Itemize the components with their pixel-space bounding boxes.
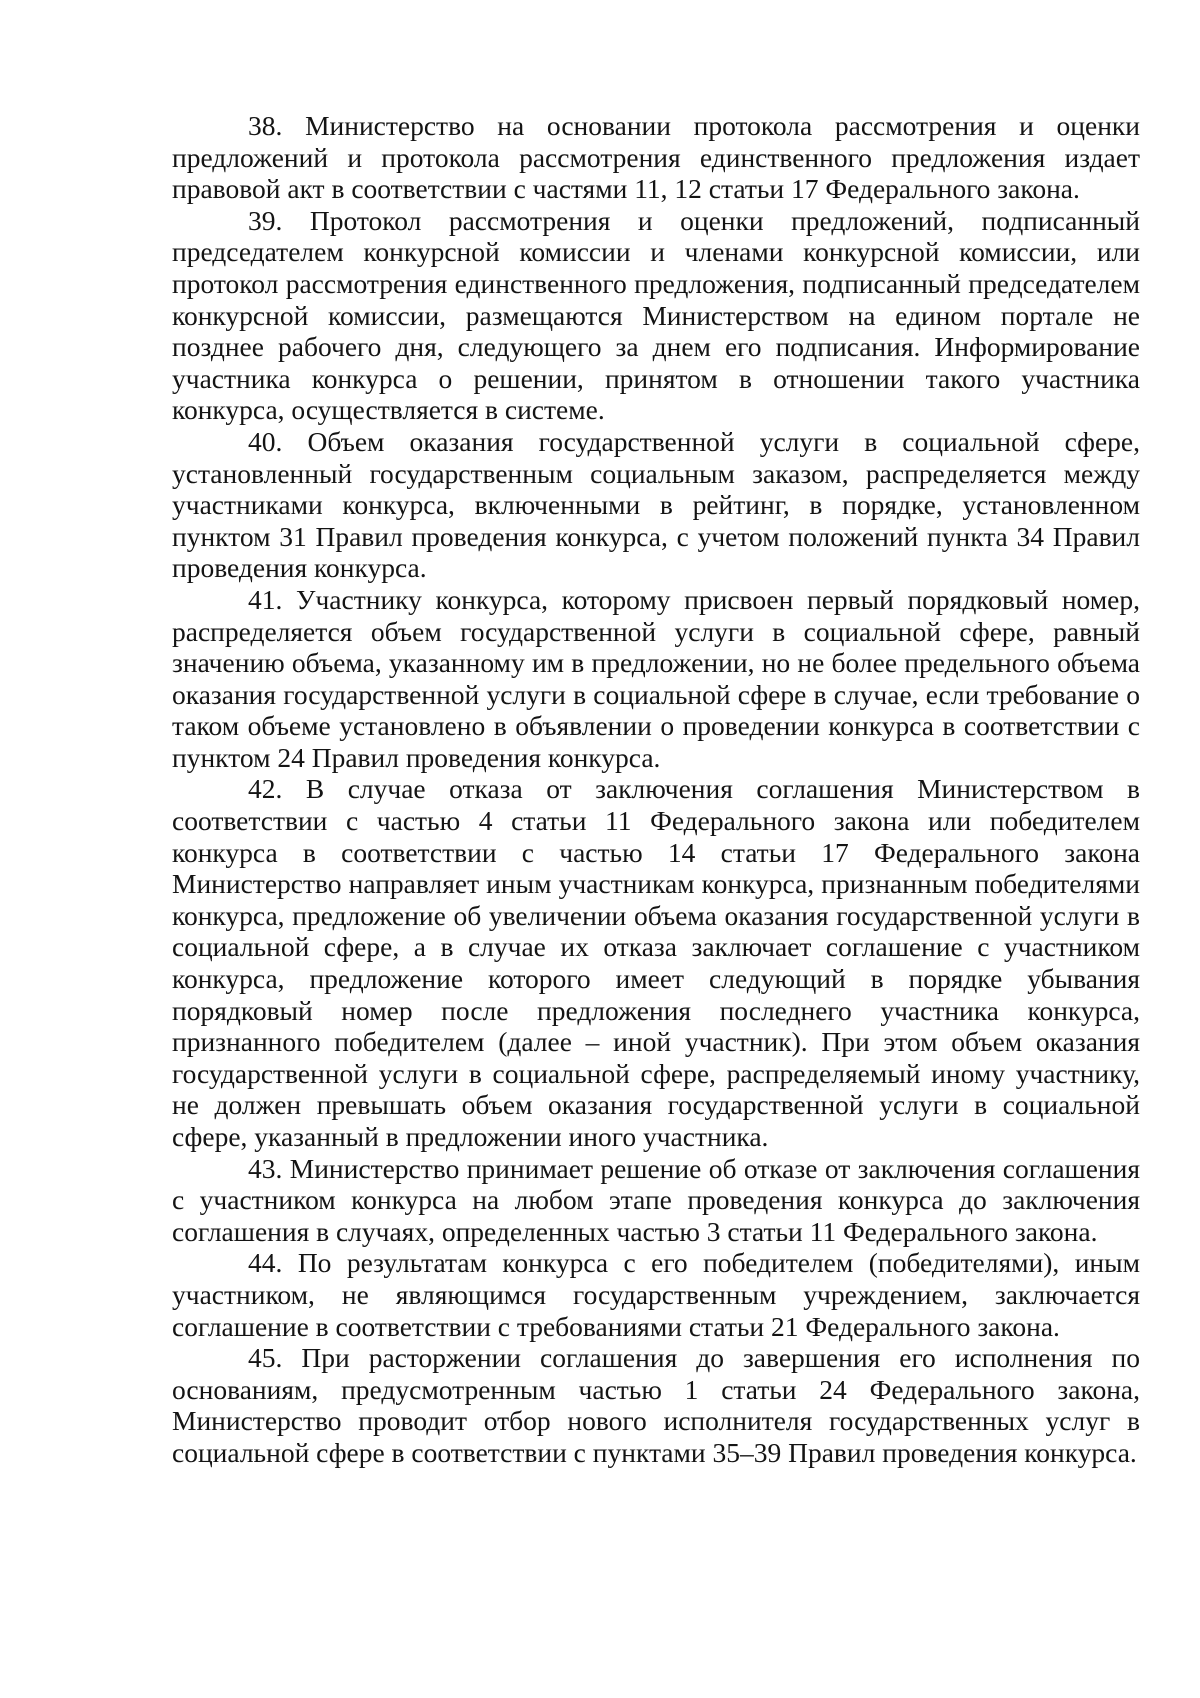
- paragraph-number: 44.: [248, 1247, 283, 1279]
- paragraph-text: Протокол рассмотрения и оценки предложений, подписанный председателем конкурсной комиссии и членами конкурсной комиссии, или протокол рассмотрения единственного предложения, подписанный председателем конкурсной комиссии, размещаются Министерством на едином портале не позднее рабочего дня, следующего за днем его подписания. Информирование участника конкурса о решении, принятом в отношении такого участника конкурса, осуществляется в системе.: [172, 204, 1140, 426]
- paragraph-number: 43.: [248, 1152, 283, 1184]
- paragraph-number: 42.: [248, 773, 283, 805]
- paragraph-number: 38.: [248, 110, 283, 141]
- paragraph-41: [172, 584, 1140, 774]
- paragraph-44: [172, 1247, 1140, 1342]
- paragraph-text: По результатам конкурса с его победителем (победителями), иным участником, не являющимся государственным учреждением, заключается соглашение в соответствии с требованиями статьи 21 Федерального закона.: [172, 1247, 1141, 1342]
- paragraph-number: 41.: [248, 583, 283, 615]
- paragraph-43: [172, 1153, 1140, 1248]
- paragraph-text: В случае отказа от заключения соглашения Министерством в соответствии с частью 4 статьи 11 Федерального закона или победителем конкурса в соответствии с частью 14 статьи 17 Федерального закона Министерство направляет иным участникам конкурса, признанным победителями конкурса, предложение об увеличении объема оказания государственной услуги в социальной сфере, а в случае их отказа заключает соглашение с участником конкурса, предложение которого имеет следующий в порядке убывания порядковый номер после предложения последнего участника конкурса, признанного победителем (далее – иной участник). При этом объем оказания государственной услуги в социальной сфере, распределяемый иному участнику, не должен превышать объем оказания государственной услуги в социальной сфере, указанный в предложении иного участника.: [172, 773, 1141, 1152]
- paragraph-text: Участнику конкурса, которому присвоен первый порядковый номер, распределяется объем государственной услуги в социальной сфере, равный значению объема, указанному им в предложении, но не более предельного объема оказания государственной услуги в социальной сфере в случае, если требование о таком объеме установлено в объявлении о проведении конкурса в соответствии с пунктом 24 Правил проведения конкурса.: [172, 583, 1141, 773]
- paragraph-number: 40.: [248, 425, 283, 457]
- document-page: [172, 110, 1140, 1469]
- paragraph-text: При расторжении соглашения до завершения его исполнения по основаниям, предусмотренным частью 1 статьи 24 Федерального закона, Министерство проводит отбор нового исполнителя государственных услуг в социальной сфере в соответствии с пунктами 35–39 Правил проведения конкурса.: [172, 1342, 1141, 1468]
- paragraph-text: Министерство принимает решение об отказе от заключения соглашения с участником конкурса на любом этапе проведения конкурса до заключения соглашения в случаях, определенных частью 3 статьи 11 Федерального закона.: [172, 1152, 1141, 1247]
- paragraph-38: [172, 110, 1140, 205]
- paragraph-40: [172, 426, 1140, 584]
- paragraph-text: Объем оказания государственной услуги в социальной сфере, установленный государственным социальным заказом, распределяется между участниками конкурса, включенными в рейтинг, в порядке, установленном пунктом 31 Правил проведения конкурса, с учетом положений пункта 34 Правил проведения конкурса.: [172, 425, 1140, 584]
- paragraph-45: [172, 1342, 1140, 1468]
- paragraph-39: [172, 205, 1140, 426]
- paragraph-number: 39.: [248, 204, 283, 236]
- paragraph-42: [172, 773, 1140, 1152]
- paragraph-text: Министерство на основании протокола рассмотрения и оценки предложений и протокола рассмотрения единственного предложения издает правовой акт в соответствии с частями 11, 12 статьи 17 Федерального закона.: [172, 110, 1140, 205]
- paragraph-number: 45.: [248, 1342, 283, 1374]
